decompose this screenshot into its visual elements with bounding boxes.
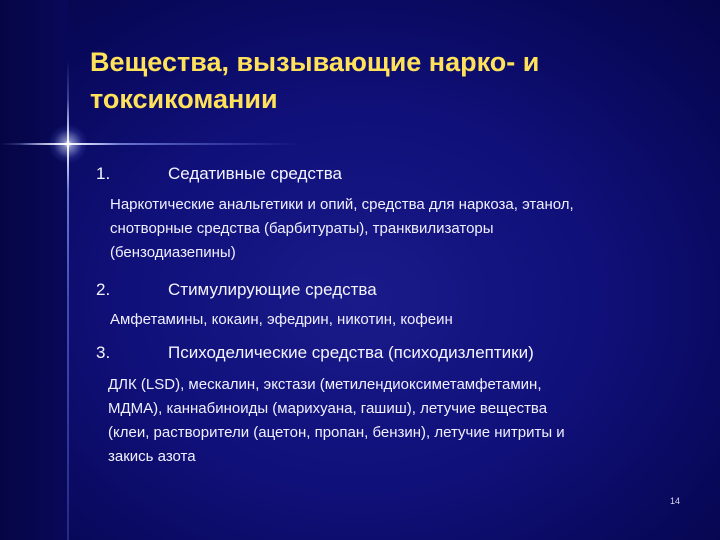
description-line: Амфетамины, кокаин, эфедрин, никотин, кофеин (110, 311, 453, 328)
lens-flare-vertical (67, 100, 69, 190)
item-description (108, 373, 565, 469)
description-line: снотворные средства (барбитураты), транквилизаторы (110, 220, 494, 237)
left-band-decoration (0, 0, 68, 540)
lens-flare-horizontal (20, 143, 120, 145)
item-description (110, 193, 574, 265)
description-line: (клеи, растворители (ацетон, пропан, бензин), летучие нитриты и (108, 424, 565, 441)
item-heading: Стимулирующие средства (168, 280, 377, 299)
slide-title: Вещества, вызывающие нарко- и токсикомании (90, 47, 540, 114)
page-number: 14 (669, 496, 680, 506)
description-line: МДМА), каннабиноиды (марихуана, гашиш), летучие вещества (108, 400, 548, 417)
item-description (110, 308, 453, 332)
item-heading: Седативные средства (168, 164, 342, 183)
item-number: 1. (96, 164, 111, 183)
description-line: закись азота (108, 448, 196, 465)
item-number: 3. (96, 343, 111, 362)
description-line: ДЛК (LSD), мескалин, экстази (метилендиоксиметамфетамин, (108, 376, 542, 393)
description-line: (бензодиазепины) (110, 244, 236, 261)
item-number: 2. (96, 280, 111, 299)
description-line: Наркотические анальгетики и опий, средства для наркоза, этанол, (110, 196, 574, 213)
item-heading: Психоделические средства (психодизлептики) (168, 343, 534, 362)
